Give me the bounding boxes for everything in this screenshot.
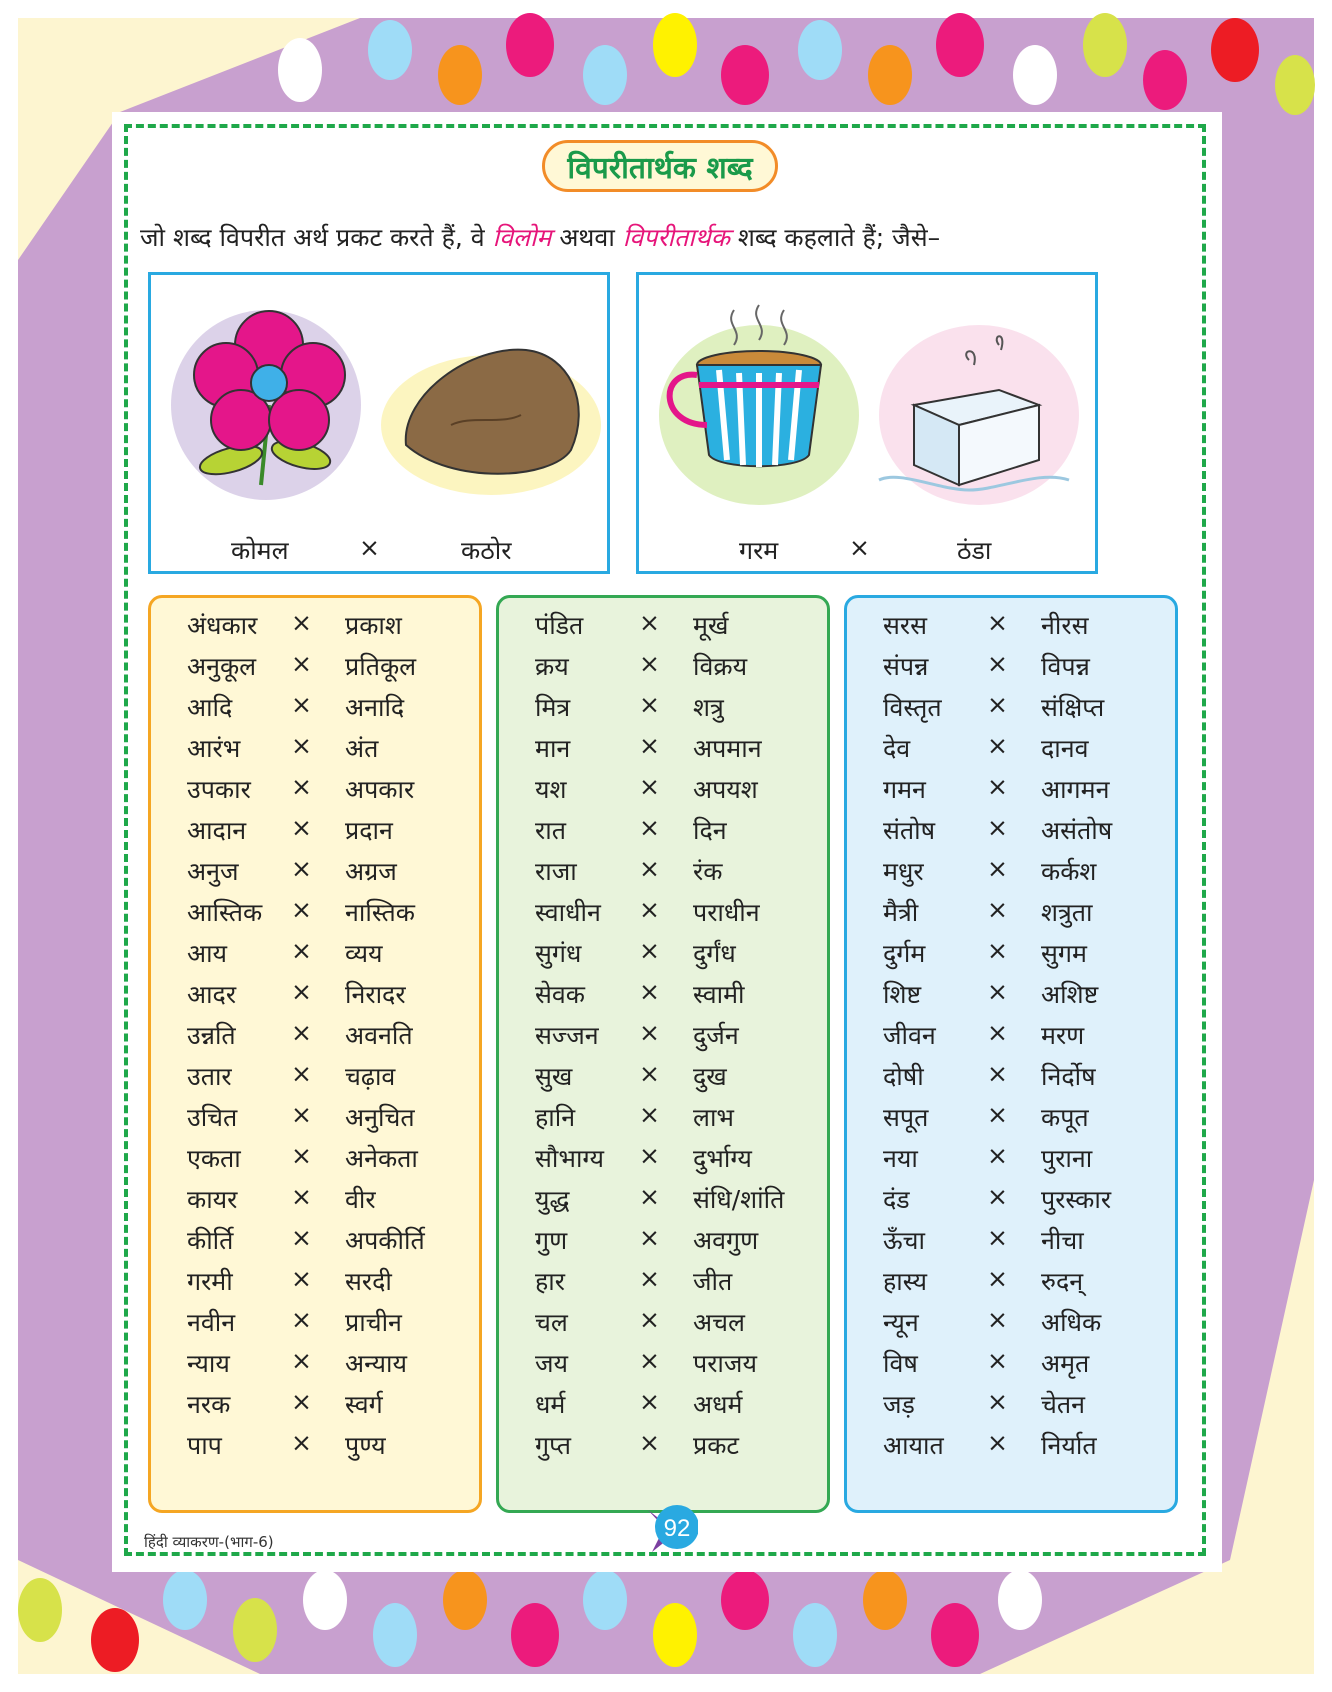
opposite-separator: × <box>639 936 660 965</box>
opposite-separator: × <box>291 731 312 760</box>
opposite-word: स्वर्ग <box>345 1390 383 1419</box>
opposite-word: शत्रु <box>693 693 724 722</box>
antonym-word: पाप <box>187 1431 222 1460</box>
opposite-word: संधि/शांति <box>693 1185 785 1214</box>
opposite-word: निर्यात <box>1041 1431 1097 1460</box>
antonym-row <box>499 813 827 854</box>
antonym-word: सरस <box>883 611 928 640</box>
opposite-separator: × <box>639 1141 660 1170</box>
antonym-word: जड़ <box>883 1390 915 1419</box>
opposite-separator: × <box>639 1346 660 1375</box>
opposite-separator: × <box>291 1059 312 1088</box>
antonym-row <box>847 608 1175 649</box>
opposite-separator: × <box>639 895 660 924</box>
page-number: 92 <box>663 1515 691 1542</box>
antonym-word: सौभाग्य <box>535 1144 604 1173</box>
opposite-separator: × <box>291 1387 312 1416</box>
antonym-row <box>151 690 479 731</box>
antonym-row <box>847 1264 1175 1305</box>
antonym-word: जय <box>535 1349 569 1378</box>
opposite-word: अनेकता <box>345 1144 418 1173</box>
opposite-separator: × <box>639 977 660 1006</box>
opposite-separator: × <box>987 649 1008 678</box>
opposite-separator: × <box>291 1346 312 1375</box>
opposite-separator: × <box>639 1387 660 1416</box>
book-footer: हिंदी व्याकरण-(भाग-6) <box>144 1533 274 1551</box>
antonym-word: दोषी <box>883 1062 924 1091</box>
opposite-separator: × <box>291 690 312 719</box>
antonym-row <box>499 1346 827 1387</box>
antonym-word: एकता <box>187 1144 241 1173</box>
antonym-word: पंडित <box>535 611 584 640</box>
antonym-word: हार <box>535 1267 565 1296</box>
opposite-word: प्रदान <box>345 816 393 845</box>
antonym-row <box>499 1223 827 1264</box>
antonym-word: उतार <box>187 1062 232 1091</box>
antonym-row <box>847 731 1175 772</box>
opposite-word: पुराना <box>1041 1144 1093 1173</box>
antonym-row <box>847 1100 1175 1141</box>
opposite-separator: × <box>639 1223 660 1252</box>
opposite-word: प्रतिकूल <box>345 652 417 681</box>
opposite-word: पराजय <box>693 1349 757 1378</box>
antonym-row <box>151 1223 479 1264</box>
opposite-separator: × <box>639 1018 660 1047</box>
opposite-separator: × <box>987 1428 1008 1457</box>
antonym-word: राजा <box>535 857 577 886</box>
antonym-word: कायर <box>187 1185 238 1214</box>
opposite-separator: × <box>291 977 312 1006</box>
opposite-separator: × <box>291 1018 312 1047</box>
antonym-word: युद्ध <box>535 1185 570 1214</box>
antonym-row <box>499 1141 827 1182</box>
antonym-column-2 <box>496 595 830 1513</box>
antonym-row <box>499 1059 827 1100</box>
opposite-separator: × <box>291 1141 312 1170</box>
opposite-word: पराधीन <box>693 898 760 927</box>
opposite-word: अन्याय <box>345 1349 407 1378</box>
opposite-separator: × <box>987 1141 1008 1170</box>
antonym-word: दुर्गम <box>883 939 926 968</box>
opposite-word: कपूत <box>1041 1103 1089 1132</box>
opposite-word: शत्रुता <box>1041 898 1093 927</box>
antonym-row <box>151 1059 479 1100</box>
antonym-word: देव <box>883 734 911 763</box>
antonym-word: गरमी <box>187 1267 233 1296</box>
antonym-word: अनुकूल <box>187 652 257 681</box>
opposite-separator: × <box>291 608 312 637</box>
opposite-separator: × <box>987 608 1008 637</box>
opposite-word: अवगुण <box>693 1226 759 1255</box>
opposite-separator: × <box>987 1387 1008 1416</box>
antonym-column-1 <box>148 595 482 1513</box>
antonym-word: मान <box>535 734 571 763</box>
opposite-separator: × <box>639 1100 660 1129</box>
intro-sentence <box>140 220 1200 254</box>
opposite-word: प्राचीन <box>345 1308 402 1337</box>
antonym-row <box>847 1059 1175 1100</box>
antonym-word: यश <box>535 775 567 804</box>
opposite-separator: × <box>291 936 312 965</box>
antonym-row <box>151 854 479 895</box>
antonym-row <box>499 936 827 977</box>
opposite-separator: × <box>639 813 660 842</box>
opposite-separator: × <box>987 977 1008 1006</box>
antonym-word: न्यून <box>883 1308 919 1337</box>
antonym-row <box>499 649 827 690</box>
antonym-row <box>847 1223 1175 1264</box>
opposite-word: अशिष्ट <box>1041 980 1099 1009</box>
opposite-word: दुख <box>693 1062 727 1091</box>
example-1-left: कोमल <box>231 536 289 565</box>
antonym-row <box>499 895 827 936</box>
antonym-row <box>847 1141 1175 1182</box>
opposite-word: अचल <box>693 1308 745 1337</box>
antonym-word: धर्म <box>535 1390 566 1419</box>
opposite-separator: × <box>639 1182 660 1211</box>
antonym-row <box>847 1346 1175 1387</box>
antonym-word: आरंभ <box>187 734 241 763</box>
opposite-separator: × <box>639 772 660 801</box>
antonym-row <box>499 1100 827 1141</box>
opposite-word: निर्दोष <box>1041 1062 1096 1091</box>
opposite-separator: × <box>987 690 1008 719</box>
intro-highlight-vilom: विलोम <box>492 223 552 252</box>
worksheet-page <box>112 112 1222 1572</box>
antonym-row <box>499 1305 827 1346</box>
opposite-word: अपकार <box>345 775 415 804</box>
opposite-separator: × <box>987 895 1008 924</box>
antonym-word: गुप्त <box>535 1431 572 1460</box>
antonym-word: आदि <box>187 693 233 722</box>
antonym-row <box>847 977 1175 1018</box>
opposite-separator: × <box>987 731 1008 760</box>
example-1-separator: × <box>359 533 380 562</box>
antonym-word: आस्तिक <box>187 898 263 927</box>
opposite-word: रुदन् <box>1041 1267 1084 1296</box>
opposite-word: विपन्न <box>1041 652 1090 681</box>
antonym-row <box>499 690 827 731</box>
intro-part-1: जो शब्द विपरीत अर्थ प्रकट करते हैं, वे <box>140 223 493 252</box>
page-title: विपरीतार्थक शब्द <box>567 150 753 186</box>
antonym-row <box>847 1182 1175 1223</box>
antonym-row <box>847 1305 1175 1346</box>
opposite-word: नास्तिक <box>345 898 416 927</box>
opposite-separator: × <box>291 854 312 883</box>
antonym-word: क्रय <box>535 652 569 681</box>
page-number-badge <box>644 1500 698 1554</box>
antonym-row <box>499 1182 827 1223</box>
opposite-separator: × <box>987 1018 1008 1047</box>
antonym-row <box>151 977 479 1018</box>
opposite-word: रंक <box>693 857 723 886</box>
antonym-word: गुण <box>535 1226 568 1255</box>
opposite-word: चेतन <box>1041 1390 1086 1419</box>
opposite-separator: × <box>639 690 660 719</box>
antonym-word: दंड <box>883 1185 910 1214</box>
opposite-word: प्रकट <box>693 1431 740 1460</box>
antonym-word: विस्तृत <box>883 693 942 722</box>
antonym-word: मधुर <box>883 857 924 886</box>
opposite-separator: × <box>639 649 660 678</box>
antonym-row <box>151 649 479 690</box>
antonym-word: जीवन <box>883 1021 936 1050</box>
opposite-word: आगमन <box>1041 775 1110 804</box>
antonym-word: चल <box>535 1308 568 1337</box>
opposite-word: अग्रज <box>345 857 397 886</box>
opposite-separator: × <box>987 1059 1008 1088</box>
opposite-separator: × <box>291 1223 312 1252</box>
antonym-row <box>847 895 1175 936</box>
antonym-row <box>151 936 479 977</box>
example-card-hot-cold <box>636 272 1098 574</box>
opposite-separator: × <box>987 772 1008 801</box>
opposite-word: विक्रय <box>693 652 748 681</box>
opposite-separator: × <box>639 608 660 637</box>
antonym-row <box>499 1264 827 1305</box>
opposite-separator: × <box>987 1305 1008 1334</box>
antonym-row <box>847 772 1175 813</box>
antonym-row <box>151 1264 479 1305</box>
antonym-word: अंधकार <box>187 611 258 640</box>
antonym-row <box>847 813 1175 854</box>
antonym-row <box>499 977 827 1018</box>
antonym-row <box>499 1018 827 1059</box>
antonym-row <box>499 1387 827 1428</box>
antonym-row <box>847 854 1175 895</box>
opposite-word: पुरस्कार <box>1041 1185 1112 1214</box>
antonym-word: आय <box>187 939 228 968</box>
opposite-word: सुगम <box>1041 939 1087 968</box>
opposite-separator: × <box>291 1182 312 1211</box>
opposite-word: व्यय <box>345 939 383 968</box>
cup-ice-illustration <box>639 275 1101 577</box>
antonym-row <box>847 1387 1175 1428</box>
opposite-separator: × <box>291 1428 312 1457</box>
antonym-row <box>151 772 479 813</box>
antonym-row <box>151 1346 479 1387</box>
antonym-word: संपन्न <box>883 652 929 681</box>
example-2-right: ठंडा <box>957 536 992 565</box>
opposite-word: जीत <box>693 1267 733 1296</box>
antonym-row <box>847 936 1175 977</box>
antonym-word: नवीन <box>187 1308 236 1337</box>
antonym-row <box>499 731 827 772</box>
antonym-word: सुख <box>535 1062 573 1091</box>
opposite-word: अपमान <box>693 734 762 763</box>
antonym-word: कीर्ति <box>187 1226 234 1255</box>
opposite-word: चढ़ाव <box>345 1062 396 1091</box>
antonym-word: ऊँचा <box>883 1226 925 1255</box>
antonym-word: सुगंध <box>535 939 582 968</box>
opposite-word: स्वामी <box>693 980 745 1009</box>
opposite-separator: × <box>987 1223 1008 1252</box>
antonym-row <box>847 1018 1175 1059</box>
opposite-word: दुर्जन <box>693 1021 739 1050</box>
opposite-separator: × <box>639 1305 660 1334</box>
antonym-word: आदान <box>187 816 247 845</box>
opposite-separator: × <box>639 731 660 760</box>
opposite-word: कर्कश <box>1041 857 1097 886</box>
opposite-separator: × <box>987 813 1008 842</box>
opposite-word: नीचा <box>1041 1226 1084 1255</box>
opposite-word: अपयश <box>693 775 758 804</box>
opposite-separator: × <box>291 813 312 842</box>
opposite-separator: × <box>987 936 1008 965</box>
antonym-word: स्वाधीन <box>535 898 601 927</box>
antonym-word: उन्नति <box>187 1021 236 1050</box>
antonym-word: अनुज <box>187 857 239 886</box>
opposite-word: दुर्भाग्य <box>693 1144 752 1173</box>
antonym-row <box>847 649 1175 690</box>
opposite-word: अधिक <box>1041 1308 1102 1337</box>
antonym-word: नरक <box>187 1390 231 1419</box>
antonym-word: शिष्ट <box>883 980 922 1009</box>
antonym-word: मित्र <box>535 693 571 722</box>
antonym-row <box>151 1428 479 1469</box>
antonym-column-3 <box>844 595 1178 1513</box>
opposite-separator: × <box>987 1346 1008 1375</box>
antonym-row <box>151 813 479 854</box>
antonym-row <box>151 1141 479 1182</box>
antonym-word: सज्जन <box>535 1021 599 1050</box>
antonym-row <box>499 854 827 895</box>
opposite-word: अमृत <box>1041 1349 1090 1378</box>
opposite-separator: × <box>291 1100 312 1129</box>
antonym-word: न्याय <box>187 1349 230 1378</box>
opposite-separator: × <box>291 649 312 678</box>
antonym-row <box>151 1018 479 1059</box>
opposite-word: निरादर <box>345 980 406 1009</box>
opposite-word: अंत <box>345 734 379 763</box>
opposite-separator: × <box>987 1100 1008 1129</box>
intro-part-3: शब्द कहलाते हैं; जैसे– <box>729 223 941 252</box>
title-badge <box>542 140 778 192</box>
opposite-word: अधर्म <box>693 1390 743 1419</box>
antonym-row <box>151 1387 479 1428</box>
antonym-row <box>499 772 827 813</box>
flower-rock-illustration <box>151 275 613 577</box>
opposite-separator: × <box>291 1264 312 1293</box>
opposite-word: मूर्ख <box>693 611 729 640</box>
antonym-word: आदर <box>187 980 237 1009</box>
intro-highlight-viparitarthak: विपरीतार्थक <box>622 223 730 252</box>
antonym-word: हास्य <box>883 1267 927 1296</box>
opposite-word: नीरस <box>1041 611 1089 640</box>
antonym-word: उपकार <box>187 775 251 804</box>
opposite-word: संक्षिप्त <box>1041 693 1105 722</box>
antonym-word: सपूत <box>883 1103 929 1132</box>
example-2-separator: × <box>849 533 870 562</box>
opposite-word: दिन <box>693 816 727 845</box>
antonym-word: आयात <box>883 1431 944 1460</box>
opposite-word: अपकीर्ति <box>345 1226 425 1255</box>
opposite-separator: × <box>639 1264 660 1293</box>
antonym-row <box>151 1100 479 1141</box>
opposite-word: असंतोष <box>1041 816 1113 845</box>
example-2-left: गरम <box>739 536 779 565</box>
opposite-separator: × <box>291 895 312 924</box>
opposite-word: दानव <box>1041 734 1089 763</box>
antonym-row <box>847 690 1175 731</box>
opposite-separator: × <box>291 772 312 801</box>
opposite-separator: × <box>639 1059 660 1088</box>
antonym-word: नया <box>883 1144 918 1173</box>
antonym-row <box>151 1305 479 1346</box>
antonym-row <box>499 608 827 649</box>
antonym-word: मैत्री <box>883 898 919 927</box>
opposite-word: अनुचित <box>345 1103 415 1132</box>
opposite-separator: × <box>639 854 660 883</box>
antonym-word: उचित <box>187 1103 238 1132</box>
opposite-word: लाभ <box>693 1103 735 1132</box>
opposite-separator: × <box>987 1264 1008 1293</box>
antonym-word: विष <box>883 1349 918 1378</box>
opposite-separator: × <box>639 1428 660 1457</box>
opposite-word: सरदी <box>345 1267 392 1296</box>
intro-part-2: अथवा <box>551 223 623 252</box>
opposite-word: प्रकाश <box>345 611 402 640</box>
antonym-word: संतोष <box>883 816 936 845</box>
antonym-row <box>847 1428 1175 1469</box>
antonym-word: हानि <box>535 1103 576 1132</box>
antonym-row <box>151 731 479 772</box>
opposite-word: मरण <box>1041 1021 1085 1050</box>
opposite-separator: × <box>291 1305 312 1334</box>
antonym-row <box>151 895 479 936</box>
opposite-word: अवनति <box>345 1021 413 1050</box>
antonym-row <box>151 608 479 649</box>
opposite-word: पुण्य <box>345 1431 386 1460</box>
antonym-word: गमन <box>883 775 926 804</box>
opposite-word: अनादि <box>345 693 405 722</box>
example-card-soft-hard <box>148 272 610 574</box>
opposite-separator: × <box>987 854 1008 883</box>
antonym-row <box>499 1428 827 1469</box>
antonym-word: सेवक <box>535 980 586 1009</box>
opposite-separator: × <box>987 1182 1008 1211</box>
antonym-row <box>151 1182 479 1223</box>
opposite-word: वीर <box>345 1185 376 1214</box>
opposite-word: दुर्गंध <box>693 939 736 968</box>
antonym-word: रात <box>535 816 566 845</box>
example-1-right: कठोर <box>461 536 512 565</box>
